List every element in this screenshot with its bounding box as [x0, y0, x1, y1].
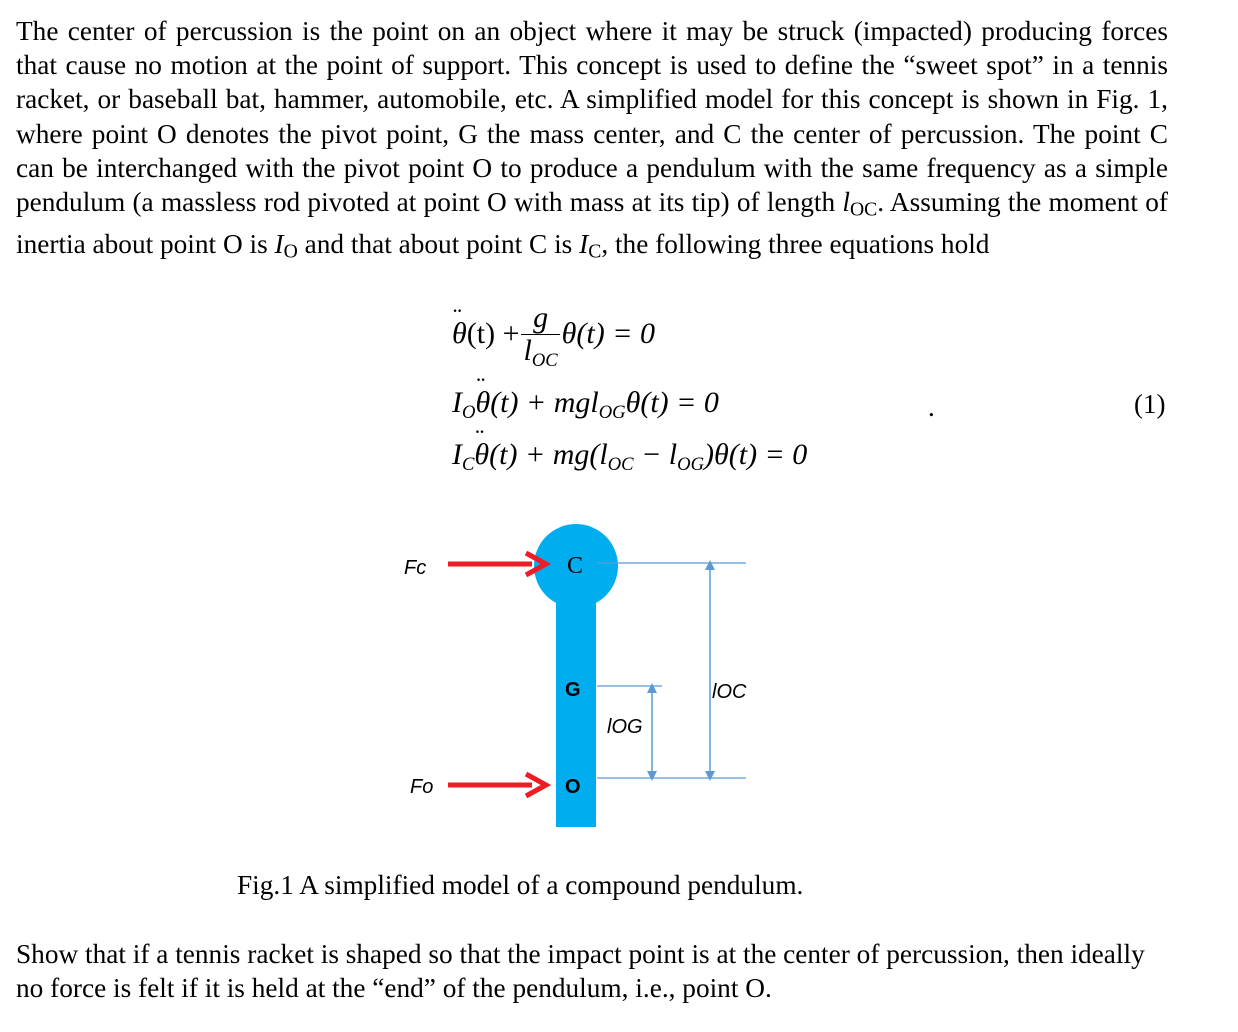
l-oc-symbol: $l_{OC}$ — [842, 187, 878, 221]
g-label: G — [565, 679, 581, 701]
loc-label: lOC — [712, 681, 747, 703]
equation-dot: . — [928, 392, 935, 422]
c-label: C — [567, 553, 584, 579]
i-o-symbol: $I_O$ — [274, 228, 298, 262]
log-label: lOG — [607, 716, 643, 738]
fc-label: Fc — [404, 557, 427, 579]
intro-text-2: . Assuming the moment of inertia about point O is — [16, 187, 1169, 259]
i-c-symbol: $I_C$ — [579, 228, 602, 262]
equation-1: ¨ θ(t) + $\frac{g}{l_{OC}}$ θ(t) = 0 — [452, 302, 655, 370]
fo-label: Fo — [410, 776, 434, 798]
intro-text-4: , the following three equations hold — [601, 228, 990, 259]
equation-2: $I_O¨$ θ(t) + mgl$_{OG}$θ(t) = 0 — [452, 388, 719, 423]
o-label: O — [565, 776, 581, 798]
equation-3: $I_C¨$ $\theta(t) + mg(l_{OC} - l_{OG})\theta(t) = 0$ — [452, 440, 807, 475]
intro-text-3: and that about point C is — [297, 228, 580, 259]
equation-number: (1) — [1134, 389, 1166, 419]
figure-caption: Fig.1 A simplified model of a compound pendulum. — [237, 870, 804, 900]
intro-text-1: The center of percussion is the point on an object where it may be struck (impacted) producing forces that cause no motion at the point of support. This concept is used to define the “sweet spot” in a tennis racket, or baseball bat, hammer, automobile, etc. A simplified model for this concept is shown in Fig. 1, where point O denotes the pivot point, G the mass center, and C the center of percussion. The point C can be interchanged with the pivot point O to produce a pendulum with the same frequency as a simple pendulum (a massless rod pivoted at point O with mass at its tip) of length — [16, 16, 1168, 218]
question-paragraph: Show that if a tennis racket is shaped so that the impact point is at the center of percussion, then ideally no force is felt if it is held at the “end” of the pendulum, i.e., point O. — [16, 939, 1145, 1004]
